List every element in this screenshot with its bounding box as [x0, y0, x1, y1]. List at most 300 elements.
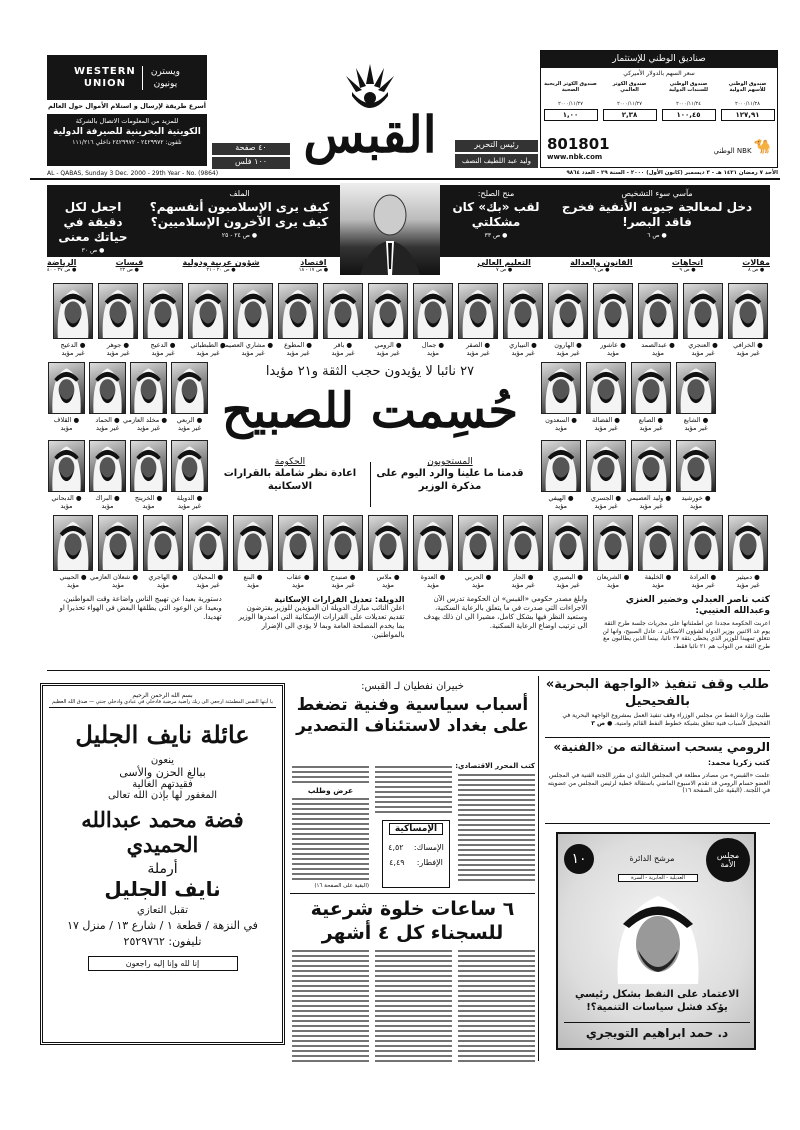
english-dateline: AL - QABAS, Sunday 3 Dec. 2000 - 29th Year - No. (9864): [47, 170, 219, 177]
mp-name: ● جمال: [413, 341, 453, 349]
mp-name: ● الطبطبائي: [188, 341, 228, 349]
section-link[interactable]: [742, 258, 770, 278]
mp-vote: مؤيد: [246, 581, 260, 589]
mp-vote: غير مؤيد: [594, 424, 618, 432]
mp-name: ● الهاجري: [143, 573, 183, 581]
mp-portrait: [171, 440, 208, 510]
price: ١٠٠ فلس: [212, 157, 290, 169]
mp-vote: غير مؤيد: [511, 581, 535, 589]
portrait-photo: [233, 283, 273, 339]
mp-name: ● القلاف: [48, 416, 85, 424]
mp-portrait: [368, 283, 408, 357]
mp-vote: غير مؤيد: [691, 349, 715, 357]
section-page: ● ص ٢٢: [119, 267, 139, 273]
mp-portrait: [323, 515, 363, 589]
right-rule: [545, 737, 770, 738]
lead-right-sub: [375, 457, 525, 493]
section-label: القانون والعدالة: [570, 258, 633, 267]
section-link[interactable]: [183, 258, 260, 278]
nbk-fund: [603, 81, 657, 121]
mp-vote: غير مؤيد: [736, 349, 760, 357]
mp-portrait: [188, 283, 228, 357]
mp-portrait: [728, 283, 768, 357]
mp-vote: غير مؤيد: [639, 424, 663, 432]
mp-name: ● الصقر: [458, 341, 498, 349]
fund-name: صندوق الكوثر الربحية الصحية: [544, 81, 597, 93]
mp-vote: مؤيد: [606, 349, 620, 357]
portrait-photo: [48, 362, 85, 414]
lead-headline: حُسِمت للصبيح: [221, 383, 519, 439]
mp-vote: مؤيد: [60, 502, 73, 510]
section-link[interactable]: [47, 258, 76, 278]
banner-teaser[interactable]: [445, 189, 547, 239]
mp-portrait: [458, 283, 498, 357]
mp-vote: غير مؤيد: [95, 424, 120, 432]
mp-name: ● البراك: [89, 494, 126, 502]
mp-name: ● العرادة: [683, 573, 723, 581]
section-link[interactable]: [116, 258, 144, 278]
mp-name: ● الهيفي: [541, 494, 581, 502]
mp-name: ● الدعيج: [53, 341, 93, 349]
mp-vote: مؤيد: [554, 424, 568, 432]
obit-l3: فقيدتهم الغالية: [132, 779, 193, 790]
candidate-number: ١٠: [564, 844, 594, 874]
nbk-ad: [540, 50, 778, 168]
imsak-time: ٤,٥٢: [388, 843, 404, 852]
obit-l1: ينعون: [150, 755, 175, 766]
mp-portrait: [638, 283, 678, 357]
imsakiya-row-iftar: [383, 858, 449, 867]
obit-address: في النزهة / قطعة ١ / شارع ١٣ / منزل ١٧: [67, 919, 258, 932]
mp-portrait: [638, 515, 678, 589]
column-divider: [538, 676, 539, 1061]
mp-portrait: [626, 440, 671, 510]
mp-portrait: [53, 283, 93, 357]
mp-portrait: [548, 283, 588, 357]
section-label: اتجاهات: [671, 258, 704, 267]
mp-vote: مؤيد: [111, 581, 125, 589]
right-text: قدمنا ما علينا والرد اليوم على مذكرة الوزير: [376, 468, 524, 492]
obit-deceased: فضة محمد عبدالله الحميدي: [81, 807, 244, 857]
section-page: ● ص ٨: [748, 267, 765, 273]
nbk-fund: [662, 81, 716, 121]
obit-l4: المغفور لها بإذن الله تعالى: [107, 790, 218, 801]
mp-vote: غير مؤيد: [151, 349, 175, 357]
section-label: التعليم العالي: [477, 258, 531, 267]
portrait-photo: [171, 440, 208, 492]
section-label: قبسات: [115, 258, 144, 267]
mp-vote: غير مؤيد: [594, 502, 618, 510]
teaser-title: دخل لمعالجة جيوبه الأنفية فخرج فاقد البصر!: [561, 200, 753, 229]
teaser-kicker: الملف: [229, 189, 250, 198]
mp-name: ● ملاس: [368, 573, 408, 581]
mp-vote: مؤيد: [426, 349, 440, 357]
mp-portrait: [676, 440, 716, 510]
mp-vote: غير مؤيد: [241, 349, 265, 357]
fahaheel-body: طلبت وزارة النفط من مجلس الوزراء وقف تنفيذ العمل بمشروع الواجهة البحرية في الفحيحيل لأسباب فنية تتعلق بشبكة خطوط النفط القائم وامنية.: [562, 712, 770, 727]
fund-price: ١,٠٠: [544, 109, 598, 121]
section-index: [47, 258, 770, 278]
mp-vote: مؤيد: [101, 502, 114, 510]
mp-vote: غير مؤيد: [196, 349, 220, 357]
obit-closing: إنا لله وإنا إليه راجعون: [88, 956, 238, 971]
portrait-photo: [631, 362, 671, 414]
mp-name: ● جوهر: [98, 341, 138, 349]
obit-husband: نايف الجليل: [104, 877, 221, 901]
mp-portrait: [586, 440, 626, 510]
fund-name: صندوق الكوثر العالمي: [612, 81, 647, 93]
imsakiya-title: الإمساكية: [389, 823, 443, 835]
lead-article: [47, 595, 770, 665]
section-page: ● ص ٦: [593, 267, 610, 273]
mp-name: ● الهارون: [548, 341, 588, 349]
wu-brand-en-2: UNION: [83, 77, 126, 89]
teaser-kicker: [47, 189, 139, 200]
section-page: ● ص ٩: [679, 267, 696, 273]
fahaheel-page: ● ص ٣: [591, 719, 613, 727]
mp-portrait: [53, 515, 93, 589]
portrait-photo: [48, 440, 85, 492]
mp-portrait: [541, 440, 581, 510]
mp-name: ● وليد العصيمي: [631, 494, 671, 502]
left-text: اعادة نظر شاملة بالقرارات الاسكانية: [223, 468, 357, 492]
portrait-photo: [89, 362, 126, 414]
section-page: ● ص ١٧ - ١٨: [298, 267, 329, 273]
right-label: المستجوبون: [427, 457, 473, 467]
section-link[interactable]: [299, 258, 328, 278]
section-rule: [47, 670, 770, 671]
obit-l5: أرملة: [147, 861, 178, 877]
prison-headline: ٦ ساعات خلوة شرعية للسجناء كل ٤ أشهر: [310, 898, 515, 944]
lead-left-sub: [215, 457, 365, 493]
roumi-continued: (البقية على الصفحة ١٦): [682, 787, 742, 794]
mp-vote: غير مؤيد: [177, 502, 202, 510]
mp-portrait: [89, 440, 126, 510]
nbk-title: صناديق الوطني للإستثمار: [541, 51, 777, 68]
fund-name: صندوق الوطني للأسهم الدولية: [728, 81, 767, 93]
portrait-photo: [323, 283, 363, 339]
mp-name: ● الحبيني: [53, 573, 93, 581]
mp-vote: غير مؤيد: [286, 349, 310, 357]
banner-teaser[interactable]: [547, 189, 767, 239]
oil-text-col-2: [375, 766, 452, 816]
portrait-photo: [586, 440, 626, 492]
portrait-photo: [368, 283, 408, 339]
mp-vote: غير مؤيد: [331, 581, 355, 589]
mp-portrait: [676, 362, 716, 432]
portrait-photo: [458, 515, 498, 571]
candidate-badge: مجلس الأمة: [706, 838, 750, 882]
teaser-page: ● ص ٣٣: [484, 232, 508, 239]
portrait-photo: [143, 515, 183, 571]
portrait-photo: [503, 515, 543, 571]
mp-vote: غير مؤيد: [556, 581, 580, 589]
portrait-photo: [728, 515, 768, 571]
mp-portrait: [98, 283, 138, 357]
banner-teaser[interactable]: [142, 189, 337, 239]
prison-text-col-3: [292, 950, 369, 1062]
fund-name: صندوق الوطني للسندات الدولية: [669, 81, 708, 93]
lead-p3: اعلن النائب مبارك الدويلة ان المؤيدين للوزير يفترضون تقديم تعديلات على القرارات الإسكانية التي اصدرها الوزير بما يخدم المصلحة العامة وبما لا يؤدي الى الإضرار بالمواطنين.: [238, 604, 405, 639]
mp-name: ● النيباري: [503, 341, 543, 349]
fahaheel-text: [545, 712, 770, 727]
portrait-photo: [413, 283, 453, 339]
teaser-page: ● ص ٣٠: [81, 247, 105, 254]
section-label: الرياضة: [47, 258, 77, 267]
portrait-photo: [130, 440, 167, 492]
mp-name: ● الشايع: [676, 416, 716, 424]
nbk-phone: 801801: [547, 135, 610, 153]
wu-brand-en-1: WESTERN: [74, 65, 136, 77]
fund-date: ٢٠٠٠/١١/٢٤: [676, 101, 701, 107]
mp-name: ● مخلد العازمي: [130, 416, 167, 424]
mp-name: ● العدوة: [413, 573, 453, 581]
iftar-label: الإفطار:: [416, 858, 443, 867]
fahaheel-headline: طلب وقف تنفيذ «الواجهة البحرية» بالفحيحيل: [545, 677, 770, 709]
fund-date: ٢٠٠٠/١١/٢٧: [558, 101, 583, 107]
mp-name: ● باقر: [323, 341, 363, 349]
mp-vote: غير مؤيد: [639, 502, 663, 510]
masthead-rule: [30, 178, 780, 180]
mp-portrait: [89, 362, 126, 432]
masthead-logo: [290, 60, 450, 170]
mp-name: ● المحيلان: [188, 573, 228, 581]
mp-name: ● الجار: [503, 573, 543, 581]
candidate-district: العديلية - الجابرية - السرة: [618, 874, 698, 882]
lead-p2: وابلغ مصدر حكومي «القبس» ان الحكومة تدرس الآن الاجراءات التي صدرت في ما يتعلق بالرعاية السكنية، وستعيد النظر فيها بشكل كامل، مشيرا الى ان ذلك يهدف الى ترتيب اوضاع الرعاية السكنية.: [423, 595, 588, 630]
mp-name: ● الربعي: [171, 416, 208, 424]
mp-vote: غير مؤيد: [196, 581, 220, 589]
teaser-page: ● ص ٢٤ - ٢٥: [221, 232, 258, 239]
section-link[interactable]: [570, 258, 633, 278]
fund-price: ٢,٣٨: [603, 109, 657, 121]
mp-name: ● الدعيج: [143, 341, 183, 349]
mp-name: ● الشريعان: [593, 573, 633, 581]
roumi-text: [545, 772, 770, 795]
mp-vote: غير مؤيد: [511, 349, 535, 357]
mp-name: ● العنجري: [683, 341, 723, 349]
mp-portrait: [683, 515, 723, 589]
portrait-photo: [586, 362, 626, 414]
mp-portrait: [188, 515, 228, 589]
obituary-ad: [40, 683, 285, 1045]
portrait-photo: [188, 515, 228, 571]
mp-vote: غير مؤيد: [331, 349, 355, 357]
pages-count: ٤٠ صفحة: [212, 143, 290, 155]
mp-vote: غير مؤيد: [691, 581, 715, 589]
candidate-photo: [603, 884, 713, 984]
lead-col-1: [595, 595, 770, 665]
section-page: ● ص ٢٠ - ٢١: [206, 267, 236, 273]
section-page: ● ص ٣٧ - ٤٠: [47, 267, 77, 273]
portrait-photo: [548, 515, 588, 571]
iftar-time: ٤,٤٩: [389, 858, 405, 867]
mp-portrait: [503, 283, 543, 357]
portrait-photo: [278, 283, 318, 339]
oil-text-col-1: [458, 774, 535, 882]
portrait-photo: [171, 362, 208, 414]
section-label: مقالات: [742, 258, 770, 267]
mp-portrait: [323, 283, 363, 357]
mp-vote: غير مؤيد: [177, 424, 202, 432]
oil-headline: أسباب سياسية وفنية تضغط على بغداد لاستئناف التصدير: [290, 695, 535, 737]
mp-portrait: [413, 515, 453, 589]
portrait-photo: [593, 515, 633, 571]
mp-name: ● شعلان العازمي: [98, 573, 138, 581]
mp-name: ● الدويلة: [171, 494, 208, 502]
imsak-label: الإمساك:: [413, 843, 444, 852]
mp-vote: مؤيد: [142, 502, 155, 510]
mp-portrait: [233, 515, 273, 589]
mp-portrait: [683, 283, 723, 357]
obit-family: عائلة نايف الجليل: [75, 720, 250, 749]
portrait-photo: [683, 515, 723, 571]
portrait-photo: [233, 515, 273, 571]
mp-portrait: [278, 283, 318, 357]
oil-text-col-3: [292, 766, 369, 784]
mp-name: ● خورشيد: [676, 494, 716, 502]
portrait-photo: [89, 440, 126, 492]
wu-contact-intro: للمزيد من المعلومات الاتصال بالشركة: [75, 117, 179, 125]
nbk-subtitle: سعر السهم بالدولار الأميركي: [623, 70, 695, 77]
mp-vote: غير مؤيد: [136, 424, 161, 432]
prison-text-col-2: [375, 950, 452, 1062]
portrait-photo: [728, 283, 768, 339]
mp-portrait: [413, 283, 453, 357]
portrait-photo: [631, 440, 671, 492]
teaser-title: اجعل لكل دقيقة في حياتك معنى: [58, 200, 128, 244]
oil-subhead: عرض وطلب: [307, 786, 354, 795]
roumi-body: علمت «القبس» من مصادر مطلعة في المجلس البلدي ان مقرر اللجنة الفنية في المجلس العضو حسام الرومي قد تقدم الاسبوع الماضي باستقالة خطية لرئيس المجلس من عضويته في اللجنة.: [547, 772, 770, 794]
mp-vote: غير مؤيد: [556, 349, 580, 357]
portrait-photo: [593, 283, 633, 339]
section-page: ● ص ٧: [495, 267, 513, 273]
section-link[interactable]: [672, 258, 703, 278]
mp-name: ● عقاب: [278, 573, 318, 581]
mp-vote: مؤيد: [689, 502, 703, 510]
fund-price: ١٠٠,٤٥: [662, 109, 716, 121]
mp-portrait: [143, 283, 183, 357]
teaser-page: ● ص ٦: [647, 232, 667, 239]
mp-portrait: [130, 440, 167, 510]
mp-vote: مؤيد: [651, 581, 665, 589]
obit-l6: تقبل التعازي: [137, 905, 188, 916]
left-label: الحكومة: [274, 457, 306, 467]
mp-name: ● صنيدح: [323, 573, 363, 581]
wu-tagline: أسرع طريقة لإرسال و استلام الأموال حول العالم: [48, 102, 206, 110]
banner-teaser[interactable]: [47, 189, 139, 254]
oil-text-col-3b: [292, 798, 369, 882]
mp-name: ● الدبحاني: [48, 494, 85, 502]
portrait-photo: [413, 515, 453, 571]
portrait-photo: [53, 515, 93, 571]
fund-date: ٢٠٠٠/١١/٢٧: [617, 101, 642, 107]
lead-col-3: [230, 595, 405, 665]
mp-vote: غير مؤيد: [106, 349, 130, 357]
mp-name: ● الحماد: [89, 416, 126, 424]
mp-portrait: [458, 515, 498, 589]
mp-portrait: [171, 362, 208, 432]
oil-kicker: خبيران نفطيان لـ القبس:: [361, 681, 464, 692]
mp-name: ● البنع: [233, 573, 273, 581]
nbk-funds: [541, 81, 777, 121]
portrait-photo: [541, 440, 581, 492]
mp-portrait: [541, 362, 581, 432]
section-label: شؤون عربية ودولية: [182, 258, 260, 267]
oil-byline: كتب المحرر الاقتصادي:: [455, 762, 535, 770]
mp-portrait: [593, 283, 633, 357]
nbk-fund: [544, 81, 598, 121]
lead-byline: كتب ناصر العبدلي وخضير العنزي وعبدالله العتيبي:: [625, 595, 770, 616]
portrait-photo: [676, 362, 716, 414]
mp-name: ● الحربي: [458, 573, 498, 581]
wu-contact: [47, 114, 207, 166]
portrait-photo: [98, 515, 138, 571]
mp-vote: غير مؤيد: [61, 349, 85, 357]
mp-vote: غير مؤيد: [466, 349, 490, 357]
nbk-logo-text: NBK الوطني: [713, 147, 752, 155]
candidate-ad: [556, 832, 756, 1050]
mp-portrait: [48, 362, 85, 432]
mp-name: ● دميثير: [728, 573, 768, 581]
mp-portrait: [90, 515, 138, 589]
fund-price: ١٢٧,٩١: [721, 109, 775, 121]
nbk-fund: [721, 81, 775, 121]
wu-phone: تلفون: ٢٤٢٩٩٧٢ - ٢٤٢٩٩٧٢ داخلي ١١١/٢١٦: [72, 139, 182, 146]
portrait-photo: [676, 440, 716, 492]
mp-vote: مؤيد: [60, 424, 73, 432]
portrait-photo: [503, 283, 543, 339]
portrait-photo: [638, 515, 678, 571]
wu-company: الكويتية البحرينية للصيرفة الدولية: [53, 127, 201, 137]
portrait-photo: [323, 515, 363, 571]
mp-portrait: [368, 515, 408, 589]
western-union-ad: [47, 55, 207, 100]
teaser-title: لقب «بك» كان مشكلتي: [452, 200, 540, 229]
mp-name: ● الخرينج: [130, 494, 167, 502]
lead-p4: دستورية بعيدا عن تهييج الناس واضاعة وقت المواطنين، وبعيدا عن الوعود التي يطلقها البعض في الهواء تحذيرا او تهديدا.: [59, 595, 222, 621]
mp-name: ● الرومي: [368, 341, 408, 349]
fund-date: ٢٠٠٠/١١/٢٨: [735, 101, 760, 107]
portrait-photo: [278, 515, 318, 571]
portrait-photo: [53, 283, 93, 339]
portrait-photo: [368, 515, 408, 571]
portrait-photo: [98, 283, 138, 339]
mp-portrait: [48, 440, 85, 510]
mp-name: ● الفضالة: [586, 416, 626, 424]
mp-portrait: [631, 362, 671, 432]
teaser-title: كيف يرى الإسلاميون أنفسهم؟ كيف يرى الآخرون الإسلاميين؟: [149, 200, 330, 229]
mp-name: ● السعدون: [541, 416, 581, 424]
mp-name: ● البصيري: [548, 573, 588, 581]
mp-vote: غير مؤيد: [736, 581, 760, 589]
section-link[interactable]: [477, 258, 530, 278]
teaser-kicker: مآسي سوء التشخيص: [621, 189, 693, 198]
mp-portrait: [143, 515, 183, 589]
mp-name: ● الخرافي: [728, 341, 768, 349]
editor-label: رئيس التحرير: [455, 140, 538, 152]
candidate-label: مرشح الدائرة: [629, 854, 675, 863]
oil-continued: (البقية على الصفحة ١٦): [314, 883, 369, 889]
mp-name: ● الصانع: [631, 416, 671, 424]
mp-name: ● المطوع: [278, 341, 318, 349]
mp-name: ● مشاري العصيمي: [233, 341, 273, 349]
arabic-dateline: الأحد ٧ رمضان ١٤٢١ هـ - ٣ ديسمبر (كانون الأول) ٢٠٠٠ - السنة ٢٩ - العدد ٩٨٦٤: [566, 170, 778, 176]
obit-l2: ببالغ الحزن والأسى: [119, 766, 206, 779]
mp-vote: غير مؤيد: [684, 424, 708, 432]
candidate-slogan: الاعتماد على النفط بشكل رئيسي يؤكد فشل سياسات التنمية؟!: [574, 989, 740, 1013]
mp-vote: مؤيد: [554, 502, 568, 510]
